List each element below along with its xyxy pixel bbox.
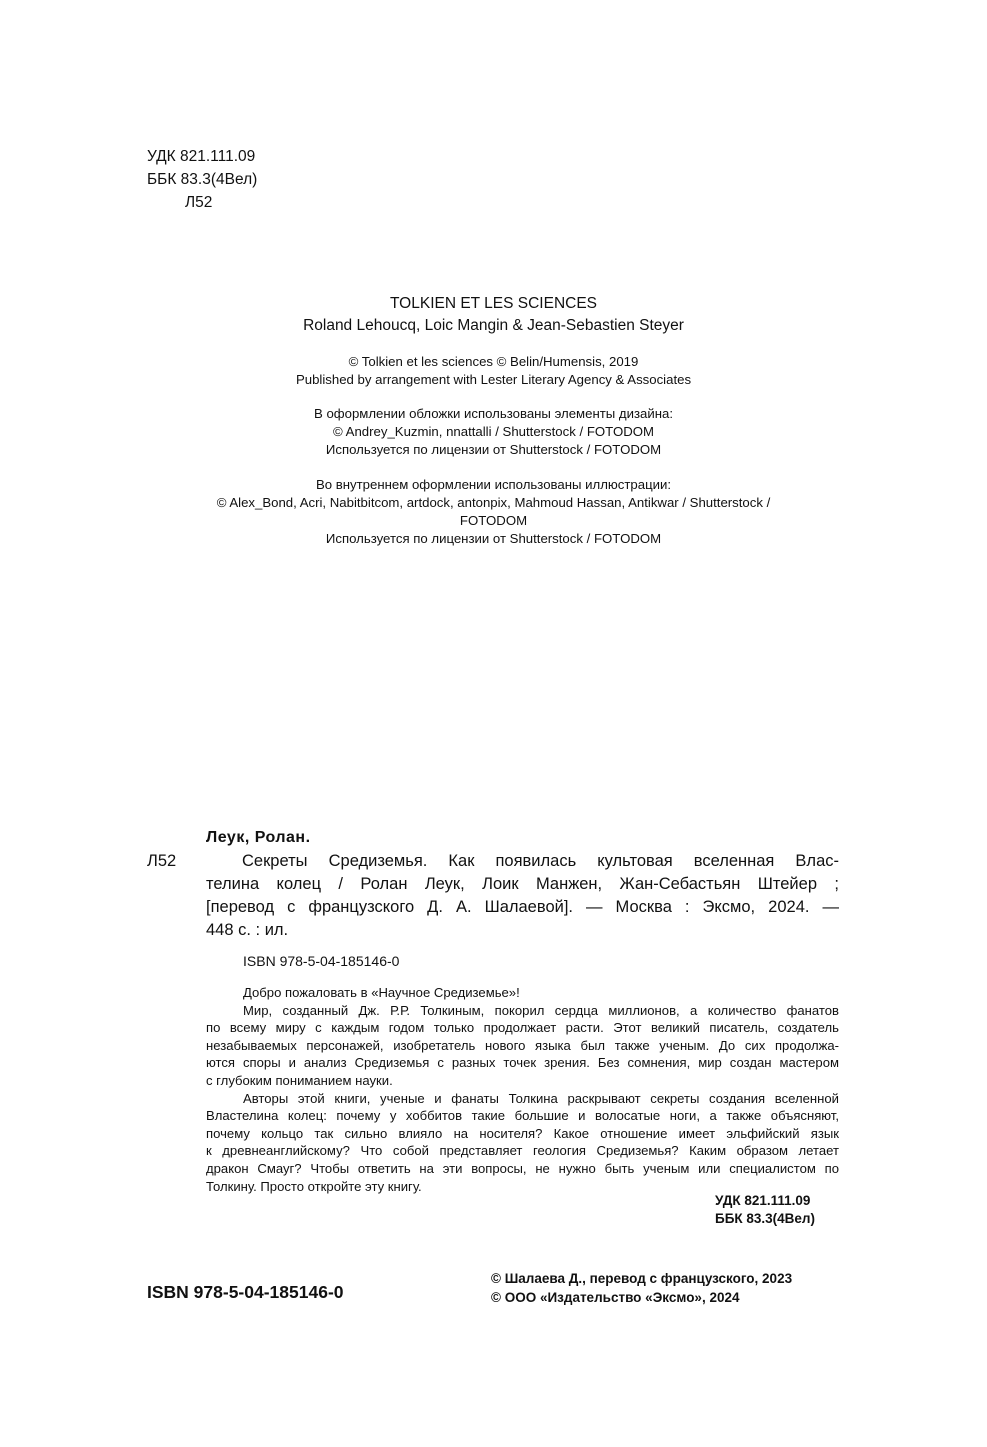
original-authors: Roland Lehoucq, Loic Mangin & Jean-Sebastien Steyer xyxy=(303,317,684,334)
copyright-block xyxy=(0,353,987,389)
cover-credits-line-1: В оформлении обложки использованы элементы дизайна: xyxy=(313,406,674,421)
inner-credits-line-4: Используется по лицензии от Shutterstock / FOTODOM xyxy=(325,531,662,546)
annotation-line: почему кольцо так сильно влияло на носителя? Какое отношение имеет эльфийский язык xyxy=(206,1125,839,1141)
inner-credits-line-1: Во внутреннем оформлении использованы иллюстрации: xyxy=(315,477,672,492)
annotation-line: Мир, созданный Дж. Р.Р. Толкиным, покорил сердца миллионов, а количество фанатов xyxy=(243,1002,839,1018)
cover-credits-line-2: © Andrey_Kuzmin, nnattalli / Shutterstock / FOTODOM xyxy=(333,424,654,439)
inner-credits-line-3: FOTODOM xyxy=(459,513,528,528)
annotation-line: ются споры и анализ Средиземья с разных точек зрения. Без сомнения, мир создан мастером xyxy=(206,1055,839,1071)
bibliographic-author: Леук, Ролан. xyxy=(206,829,311,846)
annotation-line: к древнеанглийскому? Что собой представляет геология Средиземья? Каким образом летает xyxy=(206,1143,839,1159)
description-line: 448 с. : ил. xyxy=(206,921,289,939)
annotation xyxy=(206,984,839,1195)
annotation-line: с глубоким пониманием науки. xyxy=(206,1072,393,1088)
udk-code-bottom: УДК 821.111.09 xyxy=(715,1193,811,1208)
inner-credits-block xyxy=(0,476,987,548)
description-line: [перевод с французского Д. А. Шалаевой]. — Москва : Эксмо, 2024. — xyxy=(206,898,839,916)
cover-credits-line-3: Используется по лицензии от Shutterstock / FOTODOM xyxy=(325,442,662,457)
cover-credits-block xyxy=(0,405,987,459)
annotation-line: Добро пожаловать в «Научное Средиземье»! xyxy=(243,985,520,1000)
bbk-code-bottom: ББК 83.3(4Вел) xyxy=(715,1211,816,1226)
footer-isbn: ISBN 978-5-04-185146-0 xyxy=(147,1282,344,1302)
publisher-copyright: © ООО «Издательство «Эксмо», 2024 xyxy=(491,1290,740,1305)
bibliographic-code: Л52 xyxy=(147,852,177,870)
annotation-line: Толкину. Просто откройте эту книгу. xyxy=(206,1178,422,1194)
description-line: телина колец / Ролан Леук, Лоик Манжен, Жан-Себастьян Штейер ; xyxy=(206,875,839,893)
author-mark: Л52 xyxy=(185,194,213,211)
bibliographic-isbn: ISBN 978-5-04-185146-0 xyxy=(243,953,400,969)
annotation-line: Властелина колец: почему у хоббитов такие большие и волосатые ноги, а также объясняют, xyxy=(206,1108,839,1124)
annotation-line: по всему миру с каждым годом только продолжает расти. Этот великий писатель, создатель xyxy=(206,1020,839,1036)
translation-copyright: © Шалаева Д., перевод с французского, 2023 xyxy=(491,1271,793,1286)
copyright-line-2: Published by arrangement with Lester Literary Agency & Associates xyxy=(295,372,692,387)
classification-bottom xyxy=(715,1192,815,1228)
classification-block xyxy=(147,145,257,214)
description-line: Секреты Средиземья. Как появилась культовая вселенная Влас- xyxy=(242,852,839,870)
original-title: TOLKIEN ET LES SCIENCES xyxy=(389,295,598,312)
annotation-line: незабываемых персонажей, изобретатель нового языка был также ученым. До сих продолжа- xyxy=(206,1037,839,1053)
annotation-line: Авторы этой книги, ученые и фанаты Толкина раскрывают секреты создания вселенной xyxy=(243,1090,839,1106)
inner-credits-line-2: © Alex_Bond, Acri, Nabitbitcom, artdock, antonpix, Mahmoud Hassan, Antikwar / Shutterstock / xyxy=(216,495,771,510)
udk-code: УДК 821.111.09 xyxy=(147,148,256,165)
copyright-line-1: © Tolkien et les sciences © Belin/Humensis, 2019 xyxy=(348,354,639,369)
original-title-block xyxy=(0,293,987,337)
bbk-code: ББК 83.3(4Вел) xyxy=(147,171,258,188)
bibliographic-description xyxy=(206,850,839,942)
annotation-line: дракон Смауг? Чтобы ответить на эти вопросы, не нужно быть ученым или специалистом по xyxy=(206,1160,839,1176)
footer-copyright xyxy=(491,1269,792,1307)
